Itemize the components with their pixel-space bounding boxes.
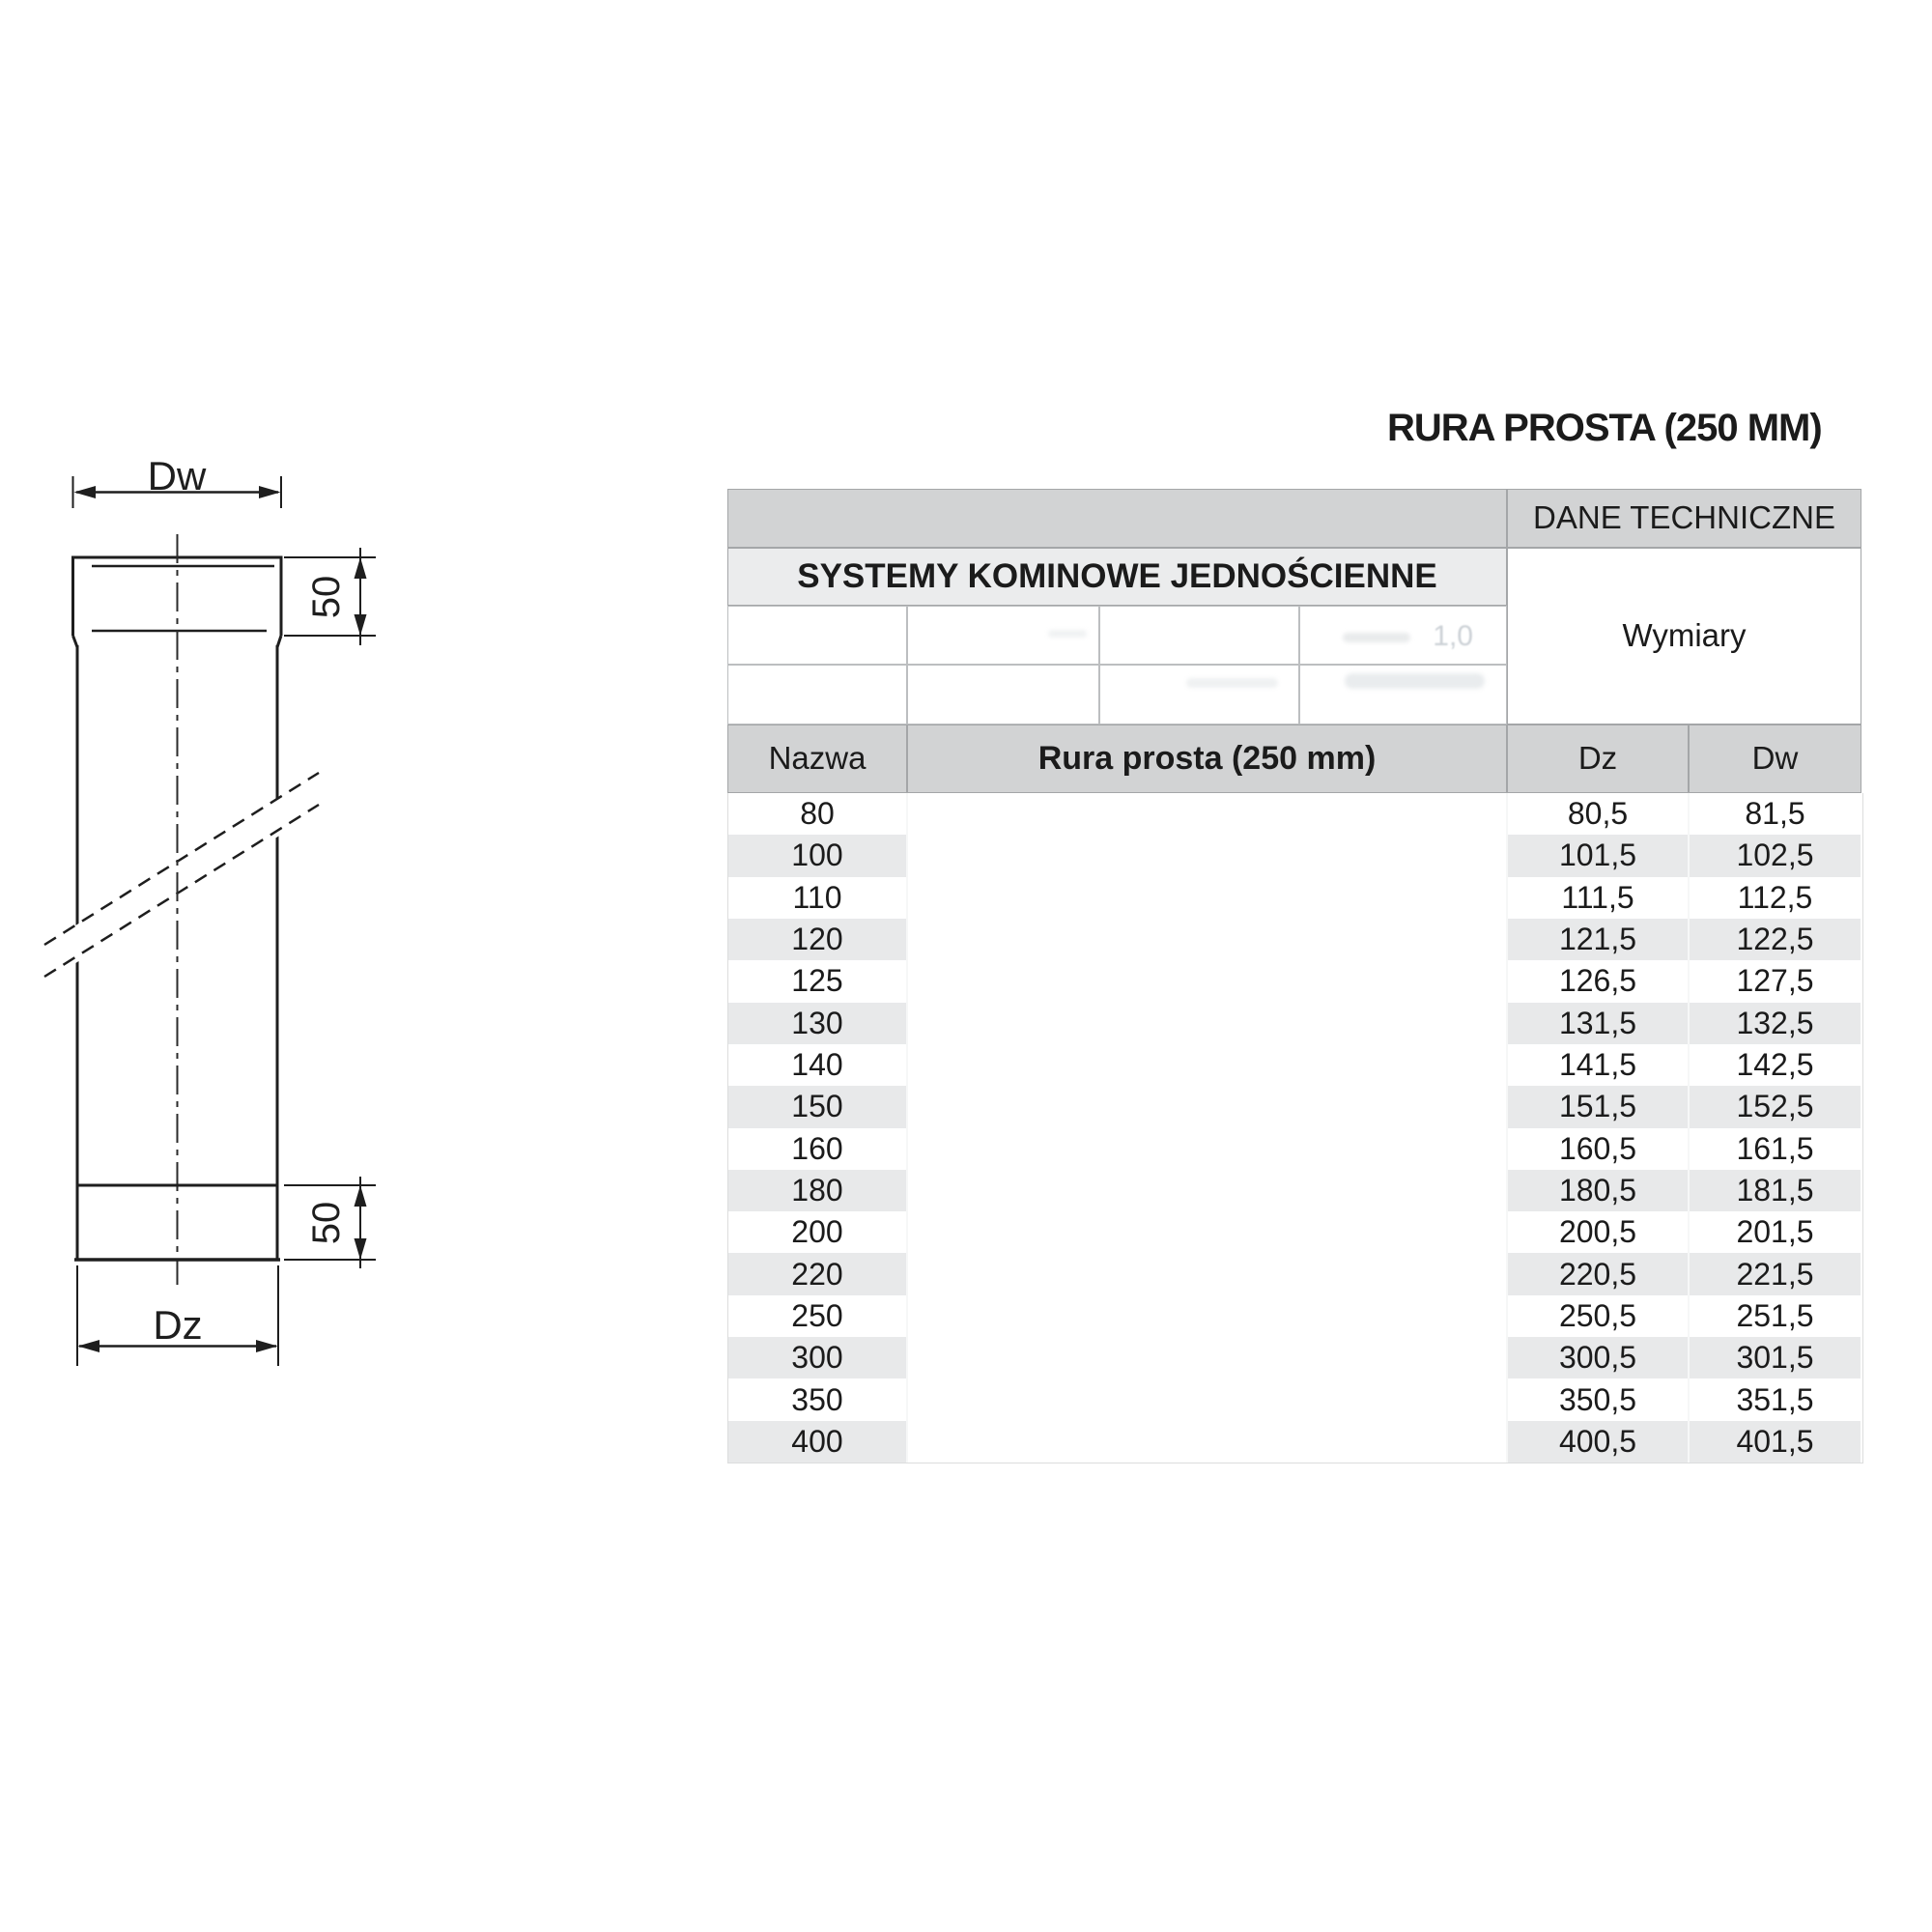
bot50-arrow-up — [355, 1185, 367, 1207]
row-dz: 160,5 — [1508, 1128, 1690, 1170]
row-nazwa: 200 — [728, 1211, 908, 1253]
row-nazwa: 110 — [728, 877, 908, 919]
table-row — [728, 1211, 1862, 1253]
row-product-spacer — [908, 1003, 1508, 1044]
empty-cell — [727, 606, 907, 665]
row-dw: 201,5 — [1736, 1214, 1814, 1250]
row-nazwa: 125 — [728, 960, 908, 1002]
table-row — [728, 1337, 1862, 1378]
row-dz: 141,5 — [1508, 1044, 1690, 1086]
row-dz: 300,5 — [1508, 1337, 1690, 1378]
row-dz: 400,5 — [1508, 1421, 1690, 1463]
row-dz: 121,5 — [1508, 919, 1690, 960]
row-product-spacer — [908, 1086, 1508, 1127]
row-dw: 112,5 — [1737, 879, 1813, 915]
row-dz: 180,5 — [1508, 1170, 1690, 1211]
row-product-spacer — [908, 1295, 1508, 1337]
row-nazwa: 400 — [728, 1421, 908, 1463]
faded-text-fragment: 1,0 — [1433, 620, 1473, 652]
dw-arrow-right — [259, 486, 281, 498]
row-dz: 80,5 — [1508, 793, 1690, 835]
row-dw: 81,5 — [1745, 796, 1805, 832]
row-dw: 127,5 — [1736, 963, 1814, 999]
pipe-technical-drawing — [0, 425, 415, 1401]
header-wymiary: Wymiary — [1507, 548, 1861, 724]
table-row — [728, 1128, 1862, 1170]
row-product-spacer — [908, 1211, 1508, 1253]
row-nazwa: 150 — [728, 1086, 908, 1127]
row-product-spacer — [908, 1253, 1508, 1294]
faded-text-smudge — [1345, 673, 1485, 689]
row-dw: 152,5 — [1690, 1086, 1861, 1127]
dz-dimension-label: Dz — [153, 1302, 203, 1348]
bot50-label: 50 — [305, 1201, 348, 1245]
table-row — [728, 1170, 1862, 1211]
row-dz: 220,5 — [1508, 1253, 1690, 1294]
dw-arrow-left — [74, 486, 97, 498]
empty-cell — [1099, 665, 1299, 724]
row-product-spacer — [908, 1421, 1508, 1463]
table-row — [728, 1295, 1862, 1337]
column-header-product: Rura prosta (250 mm) — [907, 724, 1507, 793]
row-dz: 131,5 — [1508, 1003, 1690, 1044]
column-header-dz: Dz — [1507, 724, 1689, 793]
row-product-spacer — [908, 960, 1508, 1002]
table-row — [728, 1003, 1862, 1044]
row-dz: 250,5 — [1508, 1295, 1690, 1337]
row-dw: 301,5 — [1690, 1337, 1861, 1378]
row-nazwa: 350 — [728, 1378, 908, 1420]
row-dw: 132,5 — [1690, 1003, 1861, 1044]
row-dw: 351,5 — [1736, 1381, 1814, 1417]
row-dw: 102,5 — [1690, 835, 1861, 876]
technical-data-table — [727, 489, 1861, 1463]
row-dw: 142,5 — [1736, 1047, 1814, 1083]
row-dw: 161,5 — [1736, 1130, 1814, 1166]
row-product-spacer — [908, 793, 1508, 835]
page-title: RURA PROSTA (250 MM) — [1387, 407, 1822, 449]
row-dz: 126,5 — [1508, 960, 1690, 1002]
top50-arrow-down — [355, 614, 367, 636]
empty-cell — [727, 665, 907, 724]
row-dw: 221,5 — [1690, 1253, 1861, 1294]
table-row — [728, 1378, 1862, 1420]
row-product-spacer — [908, 919, 1508, 960]
table-row — [728, 1044, 1862, 1086]
row-nazwa: 160 — [728, 1128, 908, 1170]
row-product-spacer — [908, 835, 1508, 876]
row-dz: 111,5 — [1508, 877, 1690, 919]
row-nazwa: 180 — [728, 1170, 908, 1211]
row-nazwa: 250 — [728, 1295, 908, 1337]
row-nazwa: 100 — [728, 835, 908, 876]
row-dz: 151,5 — [1508, 1086, 1690, 1127]
row-dw: 181,5 — [1690, 1170, 1861, 1211]
row-product-spacer — [908, 1170, 1508, 1211]
header-spacer-cell — [727, 489, 1507, 548]
table-row — [728, 793, 1862, 835]
row-product-spacer — [908, 1044, 1508, 1086]
table-row — [728, 960, 1862, 1002]
row-dw: 401,5 — [1690, 1421, 1861, 1463]
row-nazwa: 80 — [728, 793, 908, 835]
row-nazwa: 220 — [728, 1253, 908, 1294]
table-row — [728, 1421, 1862, 1463]
row-product-spacer — [908, 1378, 1508, 1420]
header-dane-techniczne: DANE TECHNICZNE — [1507, 489, 1861, 548]
faded-text-smudge — [1048, 630, 1087, 638]
row-nazwa: 120 — [728, 919, 908, 960]
row-product-spacer — [908, 877, 1508, 919]
row-dz: 101,5 — [1508, 835, 1690, 876]
empty-cell — [1099, 606, 1299, 665]
table-data-rows — [727, 793, 1863, 1463]
table-row — [728, 835, 1862, 876]
table-row — [728, 877, 1862, 919]
table-row — [728, 919, 1862, 960]
column-header-dw: Dw — [1689, 724, 1861, 793]
dz-arrow-left — [78, 1340, 100, 1352]
row-dz: 350,5 — [1508, 1378, 1690, 1420]
row-dw: 122,5 — [1690, 919, 1861, 960]
row-nazwa: 130 — [728, 1003, 908, 1044]
header-systemy-kominowe: SYSTEMY KOMINOWE JEDNOŚCIENNE — [727, 548, 1507, 606]
top50-label: 50 — [305, 575, 348, 619]
table-row — [728, 1253, 1862, 1294]
dw-dimension-label: Dw — [147, 453, 207, 498]
top50-arrow-up — [355, 557, 367, 579]
row-dw: 251,5 — [1736, 1297, 1814, 1333]
faded-text-smudge — [1186, 678, 1278, 688]
row-dz: 200,5 — [1508, 1211, 1690, 1253]
table-row — [728, 1086, 1862, 1127]
column-header-nazwa: Nazwa — [727, 724, 907, 793]
dz-arrow-right — [256, 1340, 278, 1352]
empty-cell — [907, 665, 1099, 724]
row-product-spacer — [908, 1337, 1508, 1378]
row-product-spacer — [908, 1128, 1508, 1170]
bot50-arrow-down — [355, 1238, 367, 1260]
row-nazwa: 300 — [728, 1337, 908, 1378]
break-band — [39, 771, 323, 986]
row-nazwa: 140 — [728, 1044, 908, 1086]
